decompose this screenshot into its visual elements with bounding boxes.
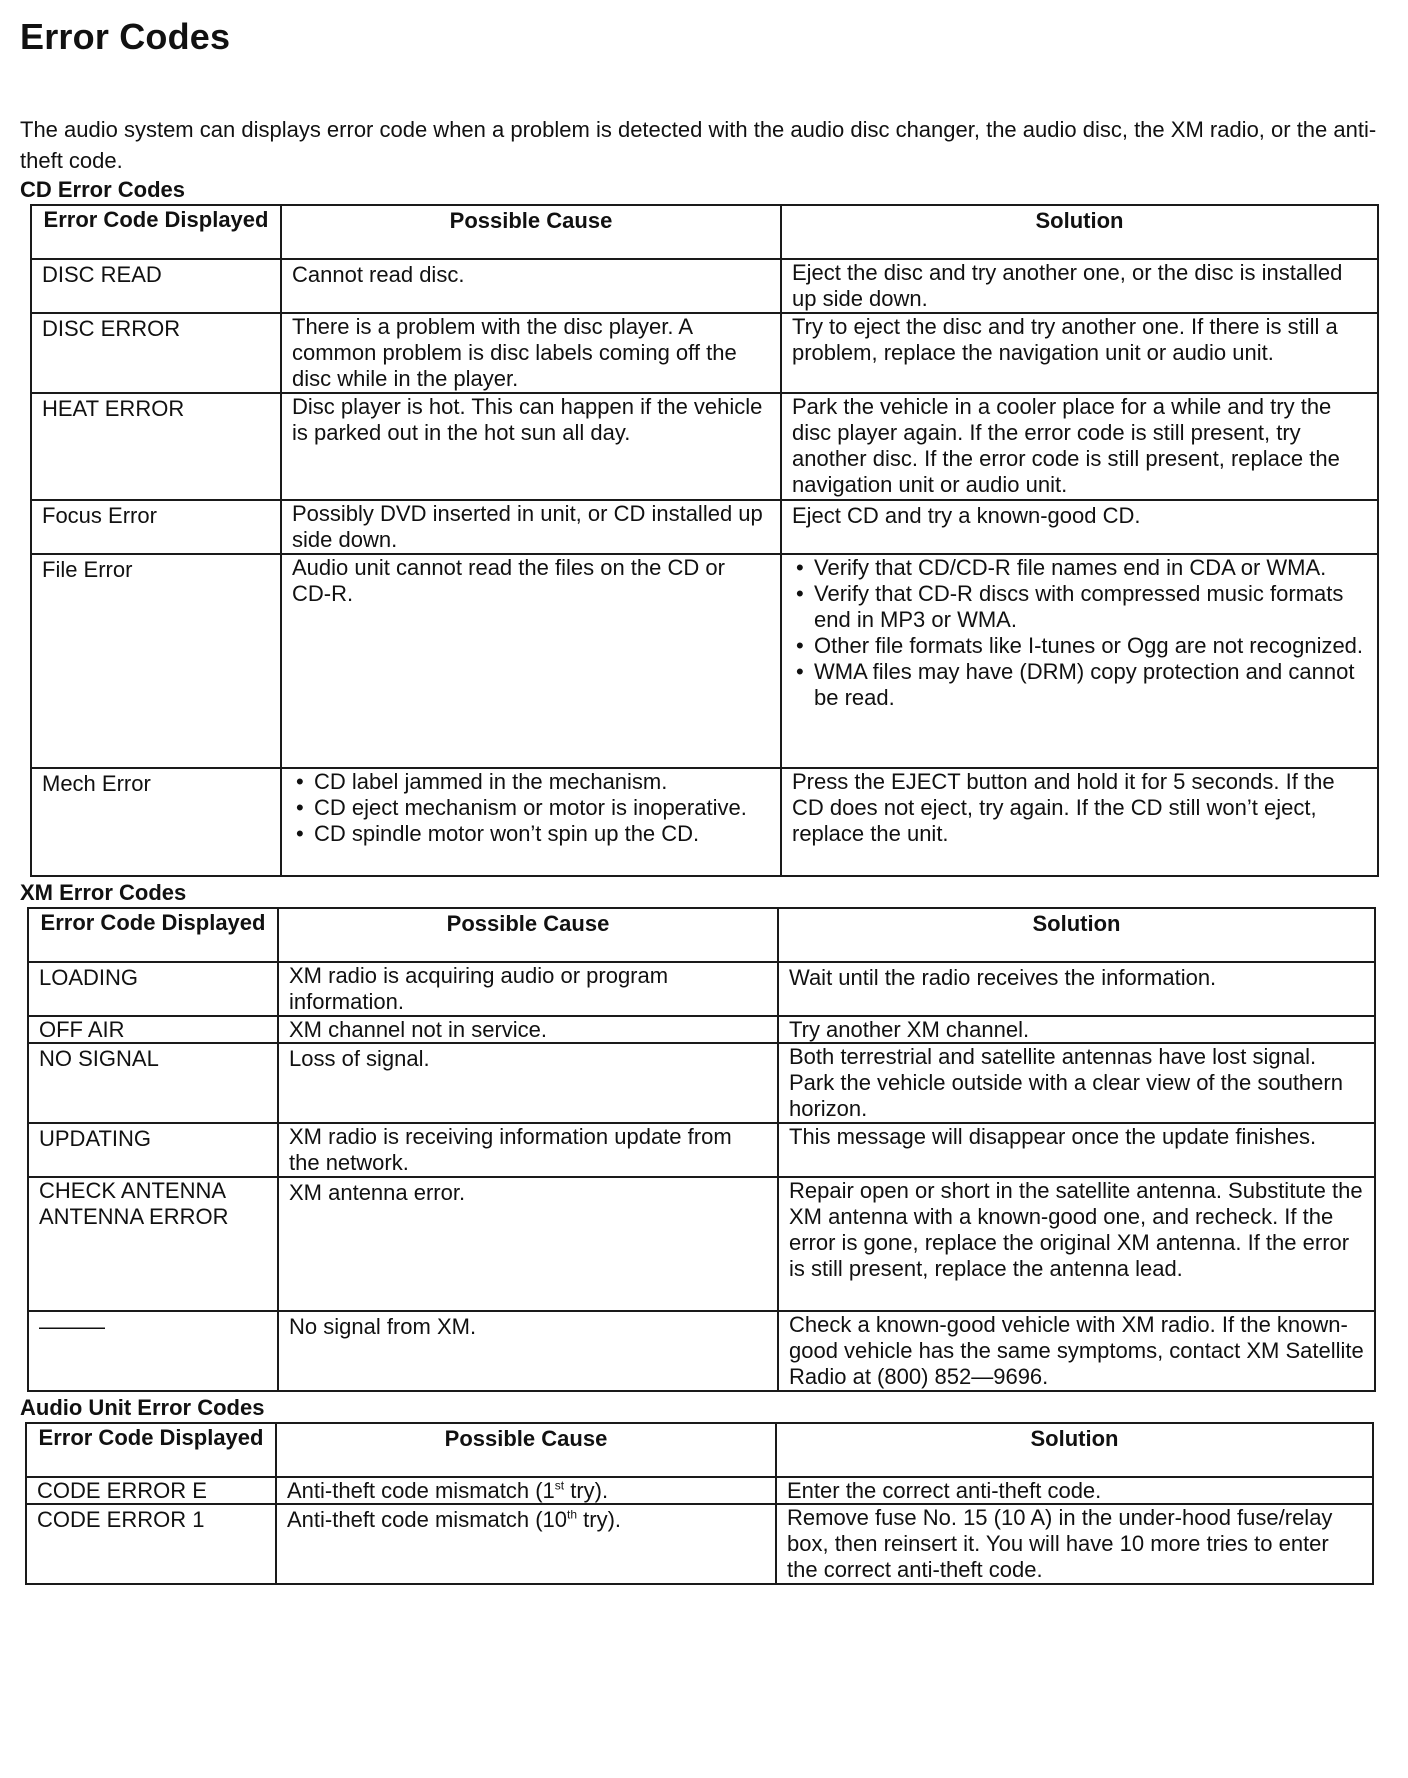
ordinal-suffix: st — [554, 1478, 565, 1493]
table-row — [28, 1043, 1375, 1123]
table-row — [31, 313, 1378, 393]
cause-text: Anti-theft code mismatch (1 — [287, 1478, 555, 1503]
table-header-row — [28, 908, 1375, 962]
error-code-cell: NO SIGNAL — [28, 1043, 278, 1123]
solution-cell: Enter the correct anti-theft code. — [776, 1477, 1373, 1504]
error-code-line: ANTENNA ERROR — [39, 1204, 229, 1229]
page-title: Error Codes — [20, 16, 231, 57]
header-possible-cause: Possible Cause — [281, 205, 781, 259]
table-row — [28, 962, 1375, 1016]
table-row — [31, 554, 1378, 768]
header-solution: Solution — [778, 908, 1375, 962]
solution-cell: Wait until the radio receives the information. — [778, 962, 1375, 1016]
solution-cell: Press the EJECT button and hold it for 5 seconds. If the CD does not eject, try again. If the CD still won’t eject, replace the unit. — [781, 768, 1378, 876]
list-item: • Other file formats like I-tunes or Ogg are not recognized. — [792, 633, 1367, 659]
solution-cell: Check a known-good vehicle with XM radio. If the known-good vehicle has the same symptoms, contact XM Satellite Radio at (800) 852—9696. — [778, 1311, 1375, 1391]
cause-cell: XM radio is acquiring audio or program information. — [278, 962, 778, 1016]
header-possible-cause: Possible Cause — [276, 1423, 776, 1477]
error-code-cell: ——— — [28, 1311, 278, 1391]
solution-cell — [781, 554, 1378, 768]
cd-section-title: CD Error Codes — [20, 177, 186, 202]
error-code-cell: CODE ERROR E — [26, 1477, 276, 1504]
table-header-row — [26, 1423, 1373, 1477]
solution-cell: Repair open or short in the satellite antenna. Substitute the XM antenna with a known-good one, and recheck. If the error is gone, replace the original XM antenna. If the error is still present, replace the antenna lead. — [778, 1177, 1375, 1311]
cause-text: Anti-theft code mismatch (10 — [287, 1507, 568, 1532]
solution-cell: Both terrestrial and satellite antennas have lost signal. Park the vehicle outside with a clear view of the southern horizon. — [778, 1043, 1375, 1123]
error-code-cell: DISC READ — [31, 259, 281, 313]
table-header-row — [31, 205, 1378, 259]
error-code-cell — [28, 1177, 278, 1311]
error-code-cell: UPDATING — [28, 1123, 278, 1177]
cause-cell — [281, 768, 781, 876]
cause-cell: Audio unit cannot read the files on the CD or CD-R. — [281, 554, 781, 768]
cd-error-table — [30, 204, 1379, 877]
cause-cell: There is a problem with the disc player. A common problem is disc labels coming off the disc while in the player. — [281, 313, 781, 393]
list-item: • WMA files may have (DRM) copy protection and cannot be read. — [792, 659, 1367, 711]
solution-cell: Park the vehicle in a cooler place for a while and try the disc player again. If the error code is still present, try another disc. If the error code is still present, replace the navigation unit or audio unit. — [781, 393, 1378, 500]
list-item: • Verify that CD-R discs with compressed music formats end in MP3 or WMA. — [792, 581, 1367, 633]
audio-error-table — [25, 1422, 1374, 1585]
solution-cell: This message will disappear once the update finishes. — [778, 1123, 1375, 1177]
solution-cell: Remove fuse No. 15 (10 A) in the under-hood fuse/relay box, then reinsert it. You will have 10 more tries to enter the correct anti-theft code. — [776, 1504, 1373, 1584]
cause-cell: XM antenna error. — [278, 1177, 778, 1311]
header-solution: Solution — [781, 205, 1378, 259]
table-row — [31, 393, 1378, 500]
error-code-cell: DISC ERROR — [31, 313, 281, 393]
cause-cell: Cannot read disc. — [281, 259, 781, 313]
cause-cell: No signal from XM. — [278, 1311, 778, 1391]
table-row — [31, 259, 1378, 313]
audio-section-title: Audio Unit Error Codes — [20, 1395, 265, 1420]
intro-paragraph: The audio system can displays error code when a problem is detected with the audio disc changer, the audio disc, the XM radio, or the anti-theft code. — [20, 117, 1377, 173]
table-row — [28, 1016, 1375, 1043]
cause-cell — [276, 1477, 776, 1504]
error-code-cell: Mech Error — [31, 768, 281, 876]
xm-error-table — [27, 907, 1376, 1392]
list-item: • CD spindle motor won’t spin up the CD. — [292, 821, 770, 847]
document-page — [20, 16, 1388, 1585]
list-item: • Verify that CD/CD-R file names end in CDA or WMA. — [792, 555, 1367, 581]
table-row — [28, 1311, 1375, 1391]
header-error-code: Error Code Displayed — [28, 908, 278, 962]
cause-cell: XM channel not in service. — [278, 1016, 778, 1043]
xm-section-title: XM Error Codes — [20, 880, 187, 905]
solution-cell: Eject CD and try a known-good CD. — [781, 500, 1378, 554]
solution-cell: Eject the disc and try another one, or the disc is installed up side down. — [781, 259, 1378, 313]
error-code-cell: Focus Error — [31, 500, 281, 554]
error-code-cell: File Error — [31, 554, 281, 768]
ordinal-suffix: th — [567, 1507, 578, 1522]
cause-cell — [276, 1504, 776, 1584]
solution-cell: Try another XM channel. — [778, 1016, 1375, 1043]
error-code-cell: CODE ERROR 1 — [26, 1504, 276, 1584]
table-row — [28, 1123, 1375, 1177]
header-solution: Solution — [776, 1423, 1373, 1477]
table-row — [28, 1177, 1375, 1311]
cause-cell: Possibly DVD inserted in unit, or CD installed up side down. — [281, 500, 781, 554]
table-row — [31, 768, 1378, 876]
header-possible-cause: Possible Cause — [278, 908, 778, 962]
list-item: • CD label jammed in the mechanism. — [292, 769, 770, 795]
cause-cell: Loss of signal. — [278, 1043, 778, 1123]
error-code-cell: LOADING — [28, 962, 278, 1016]
error-code-line: CHECK ANTENNA — [39, 1178, 227, 1203]
cause-text: try). — [577, 1507, 622, 1532]
cause-bullet-list — [292, 769, 770, 847]
cause-text: try). — [564, 1478, 609, 1503]
cause-cell: Disc player is hot. This can happen if the vehicle is parked out in the hot sun all day. — [281, 393, 781, 500]
solution-bullet-list — [792, 555, 1367, 711]
header-error-code: Error Code Displayed — [26, 1423, 276, 1477]
error-code-cell: HEAT ERROR — [31, 393, 281, 500]
header-error-code: Error Code Displayed — [31, 205, 281, 259]
table-row — [31, 500, 1378, 554]
table-row — [26, 1477, 1373, 1504]
error-code-cell: OFF AIR — [28, 1016, 278, 1043]
list-item: • CD eject mechanism or motor is inoperative. — [292, 795, 770, 821]
cause-cell: XM radio is receiving information update from the network. — [278, 1123, 778, 1177]
solution-cell: Try to eject the disc and try another one. If there is still a problem, replace the navigation unit or audio unit. — [781, 313, 1378, 393]
table-row — [26, 1504, 1373, 1584]
